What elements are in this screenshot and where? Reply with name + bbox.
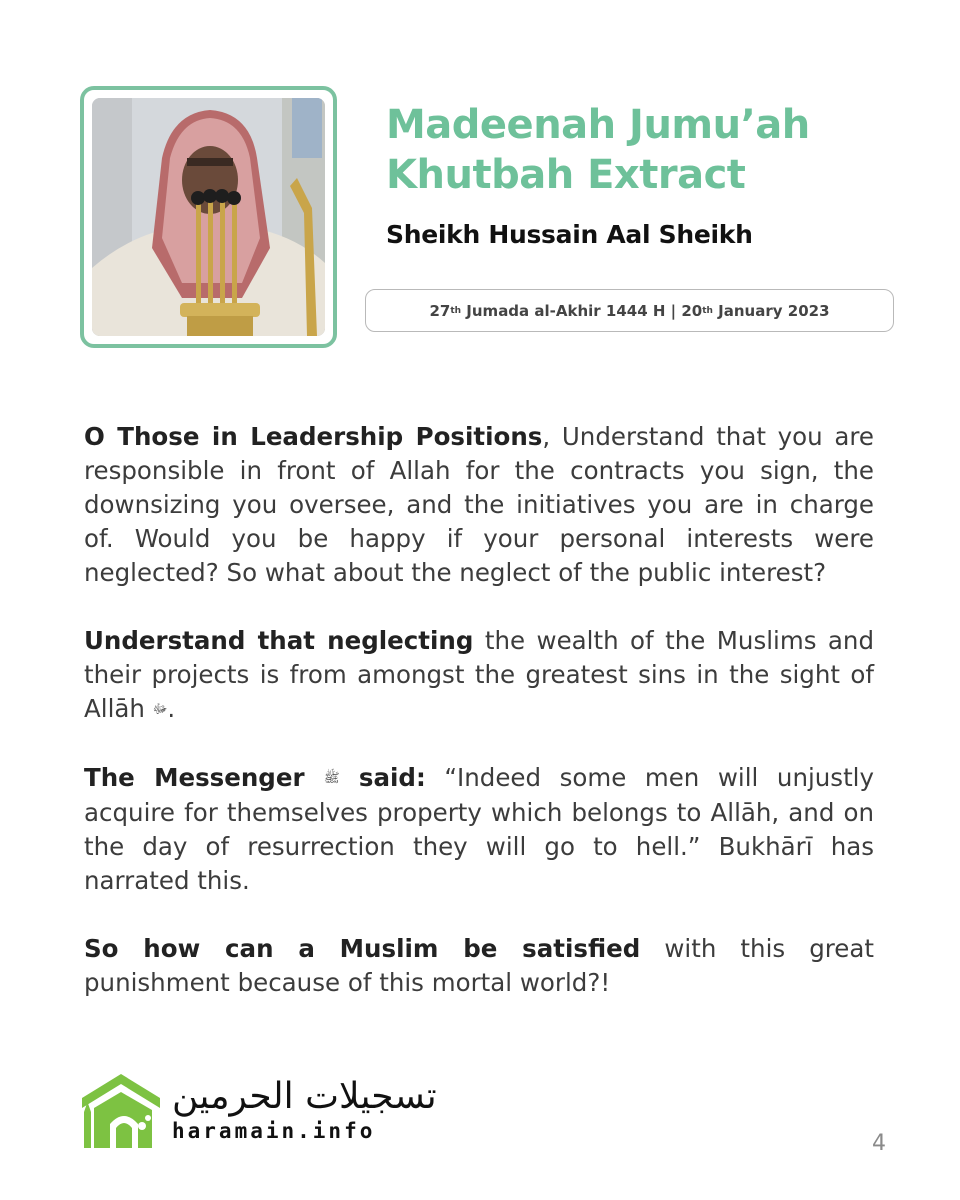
title-line-2: Khutbah Extract <box>386 152 746 198</box>
date-badge: 27 th Jumada al-Akhir 1444 H | 20 th January 2023 <box>365 289 894 332</box>
logo-url[interactable]: haramain.info <box>172 1119 376 1143</box>
salawat-glyph: ﷺ <box>323 771 340 786</box>
logo-text <box>172 1075 437 1143</box>
paragraph-3-said: said: <box>339 763 426 792</box>
haramain-logo-icon <box>80 1068 162 1150</box>
speaker-name: Sheikh Hussain Aal Sheikh <box>386 220 753 249</box>
page-number: 4 <box>872 1131 886 1156</box>
title-line-1: Madeenah Jumu’ah <box>386 102 810 148</box>
hijri-date-rest: Jumada al-Akhir 1444 H | <box>461 301 682 320</box>
paragraph-1-lead: O Those in Leadership Positions <box>84 422 543 451</box>
haramain-logo[interactable] <box>80 1068 437 1150</box>
paragraph-2 <box>84 624 874 727</box>
paragraph-3 <box>84 761 874 898</box>
paragraph-3-lead: The Messenger <box>84 763 324 792</box>
jalla-jalaluhu-glyph: ﷻ <box>152 702 168 717</box>
logo-arabic-text: تسجيلات الحرمين <box>172 1076 437 1117</box>
paragraph-2-lead: Understand that neglecting <box>84 626 474 655</box>
speaker-photo-frame <box>80 86 337 348</box>
gregorian-day: 20 <box>681 301 703 320</box>
paragraph-1 <box>84 420 874 590</box>
paragraph-4-body: with this great punishment because of this mortal world?! <box>84 934 874 997</box>
paragraph-2-tail: . <box>167 694 176 723</box>
paragraph-3-body: “Indeed some men will unjustly acquire for themselves property which belongs to Allāh, and on the day of resurrection they will go to hell.” Bukhārī has narrated this. <box>84 763 874 895</box>
gregorian-date-rest: January 2023 <box>712 301 830 320</box>
speaker-photo <box>92 98 325 336</box>
hijri-day: 27 <box>429 301 451 320</box>
page-title <box>386 100 906 200</box>
paragraph-1-body: , Understand that you are responsible in front of Allah for the contracts you sign, the downsizing you oversee, and the initiatives you are in charge of. Would you be happy if your personal interests were neglected? So what about the neglect of the public interest? <box>84 422 874 587</box>
paragraph-2-body: the wealth of the Muslims and their projects is from amongst the greatest sins in the sight of Allāh <box>84 626 875 723</box>
paragraph-4 <box>84 932 874 1000</box>
khutbah-text <box>84 420 874 1034</box>
paragraph-4-lead: So how can a Muslim be satisfied <box>84 934 641 963</box>
photo-of-sheikh <box>92 98 325 336</box>
